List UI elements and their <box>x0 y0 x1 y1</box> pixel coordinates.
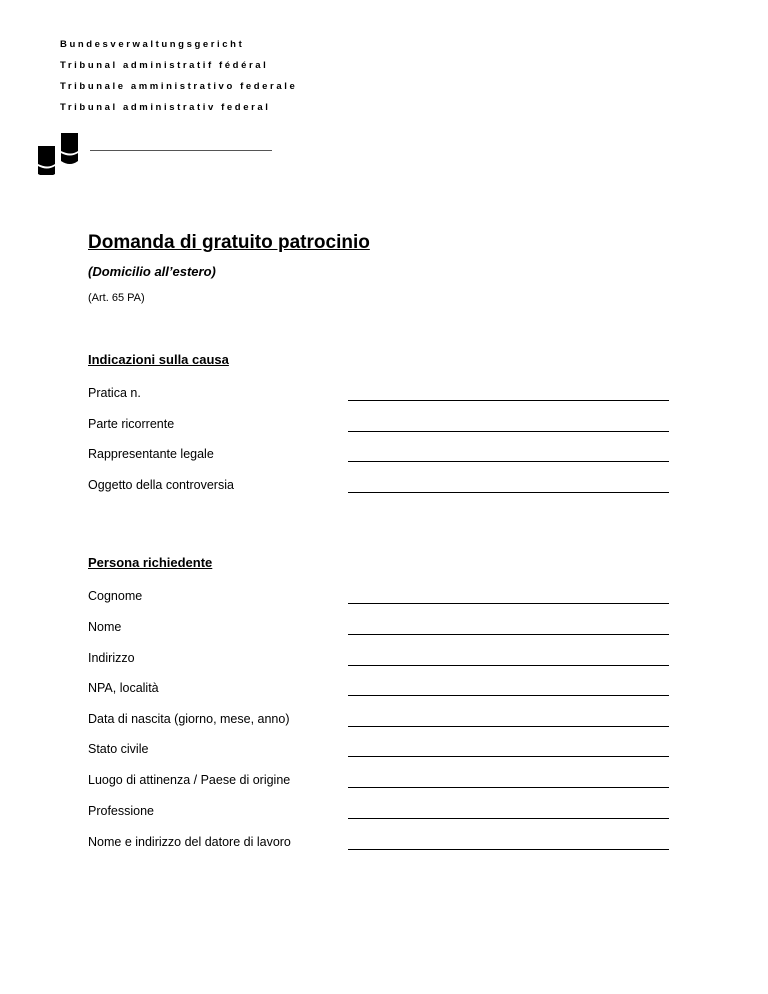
field-label: NPA, località <box>88 681 159 695</box>
employer-field[interactable] <box>348 849 669 850</box>
field-label: Professione <box>88 804 155 818</box>
page-subtitle: (Domicilio all’estero) <box>88 264 216 279</box>
marital-status-field[interactable] <box>348 756 669 757</box>
subject-field[interactable] <box>348 492 669 493</box>
case-number-field[interactable] <box>348 400 669 401</box>
court-names <box>60 38 297 122</box>
field-row-postcode-city <box>88 681 670 701</box>
profession-field[interactable] <box>348 818 669 819</box>
field-label: Rappresentante legale <box>88 447 214 461</box>
field-row-first-name <box>88 620 670 640</box>
address-field[interactable] <box>348 665 669 666</box>
postcode-city-field[interactable] <box>348 695 669 696</box>
field-row-case-number <box>88 386 670 406</box>
court-name-rm: Tribunal administrativ federal <box>60 102 271 113</box>
court-name-fr: Tribunal administratif fédéral <box>60 60 269 71</box>
field-label: Oggetto della controversia <box>88 478 234 492</box>
field-label: Data di nascita (giorno, mese, anno) <box>88 712 290 726</box>
field-row-surname <box>88 589 670 609</box>
field-row-birth-date <box>88 712 670 732</box>
logo-divider <box>90 150 272 151</box>
field-row-marital-status <box>88 742 670 762</box>
field-row-address <box>88 651 670 671</box>
field-label: Nome <box>88 620 122 634</box>
field-row-subject <box>88 478 670 498</box>
field-label: Stato civile <box>88 742 149 756</box>
field-label: Indirizzo <box>88 651 135 665</box>
surname-field[interactable] <box>348 603 669 604</box>
field-row-origin <box>88 773 670 793</box>
field-label: Cognome <box>88 589 143 603</box>
birth-date-field[interactable] <box>348 726 669 727</box>
field-label: Pratica n. <box>88 386 141 400</box>
appellant-field[interactable] <box>348 431 669 432</box>
first-name-field[interactable] <box>348 634 669 635</box>
field-label: Nome e indirizzo del datore di lavoro <box>88 835 291 849</box>
court-logo-icon <box>38 133 80 175</box>
court-name-it: Tribunale amministrativo federale <box>60 81 298 92</box>
legal-reference: (Art. 65 PA) <box>88 292 145 304</box>
field-row-employer <box>88 835 670 855</box>
page-title: Domanda di gratuito patrocinio <box>88 232 370 253</box>
field-label: Luogo di attinenza / Paese di origine <box>88 773 291 787</box>
section-heading-case-info: Indicazioni sulla causa <box>88 352 229 367</box>
field-row-profession <box>88 804 670 824</box>
field-label: Parte ricorrente <box>88 417 175 431</box>
field-row-legal-representative <box>88 447 670 467</box>
legal-representative-field[interactable] <box>348 461 669 462</box>
origin-field[interactable] <box>348 787 669 788</box>
section-heading-applicant: Persona richiedente <box>88 555 213 570</box>
field-row-appellant <box>88 417 670 437</box>
court-name-de: Bundesverwaltungsgericht <box>60 39 245 50</box>
